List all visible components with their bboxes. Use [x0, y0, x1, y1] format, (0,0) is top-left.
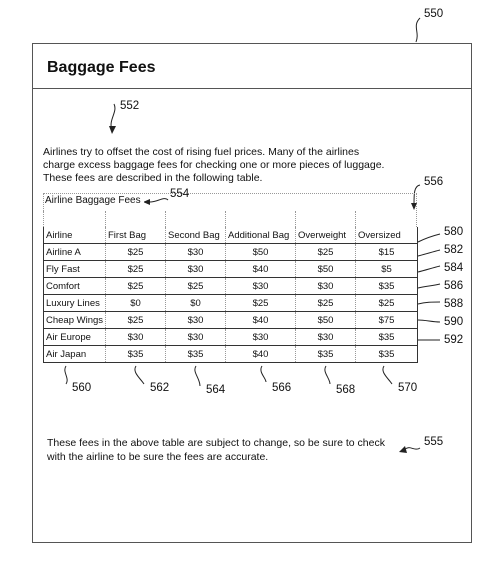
cell-additional-bag: $40 [226, 346, 296, 363]
ref-554: 554 [170, 188, 190, 200]
column-header-first-bag: First Bag [106, 227, 166, 244]
column-header-overweight: Overweight [296, 227, 356, 244]
cell-oversized: $15 [356, 244, 418, 261]
title-bar [33, 44, 471, 89]
cell-airline: Comfort [44, 278, 106, 295]
cell-second-bag: $30 [166, 312, 226, 329]
cell-second-bag: $0 [166, 295, 226, 312]
cell-first-bag: $0 [106, 295, 166, 312]
cell-additional-bag: $30 [226, 329, 296, 346]
cell-second-bag: $30 [166, 329, 226, 346]
intro-line-2: charge excess baggage fees for checking one or more pieces of luggage. [43, 159, 385, 171]
ref-552: 552 [120, 100, 140, 112]
cell-airline: Cheap Wings [44, 312, 106, 329]
ref-566: 566 [272, 382, 292, 394]
intro-line-1: Airlines try to offset the cost of rising fuel prices. Many of the airlines [43, 146, 360, 158]
cell-first-bag: $25 [106, 261, 166, 278]
column-header-second-bag: Second Bag [166, 227, 226, 244]
table-row [44, 261, 418, 278]
cell-airline: Fly Fast [44, 261, 106, 278]
ref-564: 564 [206, 384, 226, 396]
cell-oversized: $35 [356, 278, 418, 295]
cell-oversized: $35 [356, 346, 418, 363]
column-header-airline: Airline [44, 227, 106, 244]
table-row [44, 329, 418, 346]
cell-oversized: $75 [356, 312, 418, 329]
cell-overweight: $50 [296, 261, 356, 278]
cell-airline: Airline A [44, 244, 106, 261]
cell-overweight: $30 [296, 329, 356, 346]
cell-first-bag: $30 [106, 329, 166, 346]
ref-592: 592 [444, 334, 464, 346]
footer-line-1: These fees in the above table are subject to change, so be sure to check [47, 437, 385, 449]
ref-582: 582 [444, 244, 464, 256]
ref-555: 555 [424, 436, 444, 448]
baggage-fees-table [43, 211, 418, 363]
ref-562: 562 [150, 382, 170, 394]
cell-oversized: $25 [356, 295, 418, 312]
ref-550: 550 [424, 8, 444, 20]
cell-airline: Luxury Lines [44, 295, 106, 312]
cell-overweight: $35 [296, 346, 356, 363]
ref-588: 588 [444, 298, 464, 310]
table-row [44, 278, 418, 295]
cell-overweight: $25 [296, 244, 356, 261]
cell-overweight: $50 [296, 312, 356, 329]
intro-line-3: These fees are described in the following table. [43, 172, 263, 184]
ref-590: 590 [444, 316, 464, 328]
cell-overweight: $25 [296, 295, 356, 312]
cell-oversized: $35 [356, 329, 418, 346]
table-row [44, 346, 418, 363]
ref-570: 570 [398, 382, 418, 394]
ref-568: 568 [336, 384, 356, 396]
cell-second-bag: $35 [166, 346, 226, 363]
ref-580: 580 [444, 226, 464, 238]
cell-second-bag: $30 [166, 244, 226, 261]
column-header-oversized: Oversized [356, 227, 418, 244]
cell-additional-bag: $40 [226, 312, 296, 329]
ref-556: 556 [424, 176, 444, 188]
cell-overweight: $30 [296, 278, 356, 295]
cell-additional-bag: $40 [226, 261, 296, 278]
footer-line-2: with the airline to be sure the fees are accurate. [47, 451, 269, 463]
cell-first-bag: $35 [106, 346, 166, 363]
cell-airline: Air Europe [44, 329, 106, 346]
cell-first-bag: $25 [106, 312, 166, 329]
table-row [44, 295, 418, 312]
cell-airline: Air Japan [44, 346, 106, 363]
cell-second-bag: $25 [166, 278, 226, 295]
page-title: Baggage Fees [47, 59, 156, 76]
cell-additional-bag: $50 [226, 244, 296, 261]
ref-586: 586 [444, 280, 464, 292]
table-spacer-row [44, 211, 418, 227]
table-header-row [44, 227, 418, 244]
table-caption-row [43, 193, 417, 211]
cell-second-bag: $30 [166, 261, 226, 278]
ref-560: 560 [72, 382, 92, 394]
cell-additional-bag: $30 [226, 278, 296, 295]
table-row [44, 244, 418, 261]
cell-oversized: $5 [356, 261, 418, 278]
cell-first-bag: $25 [106, 244, 166, 261]
column-header-additional-bag: Additional Bag [226, 227, 296, 244]
cell-first-bag: $25 [106, 278, 166, 295]
table-caption: Airline Baggage Fees [45, 195, 144, 206]
ref-584: 584 [444, 262, 464, 274]
cell-additional-bag: $25 [226, 295, 296, 312]
table-row [44, 312, 418, 329]
